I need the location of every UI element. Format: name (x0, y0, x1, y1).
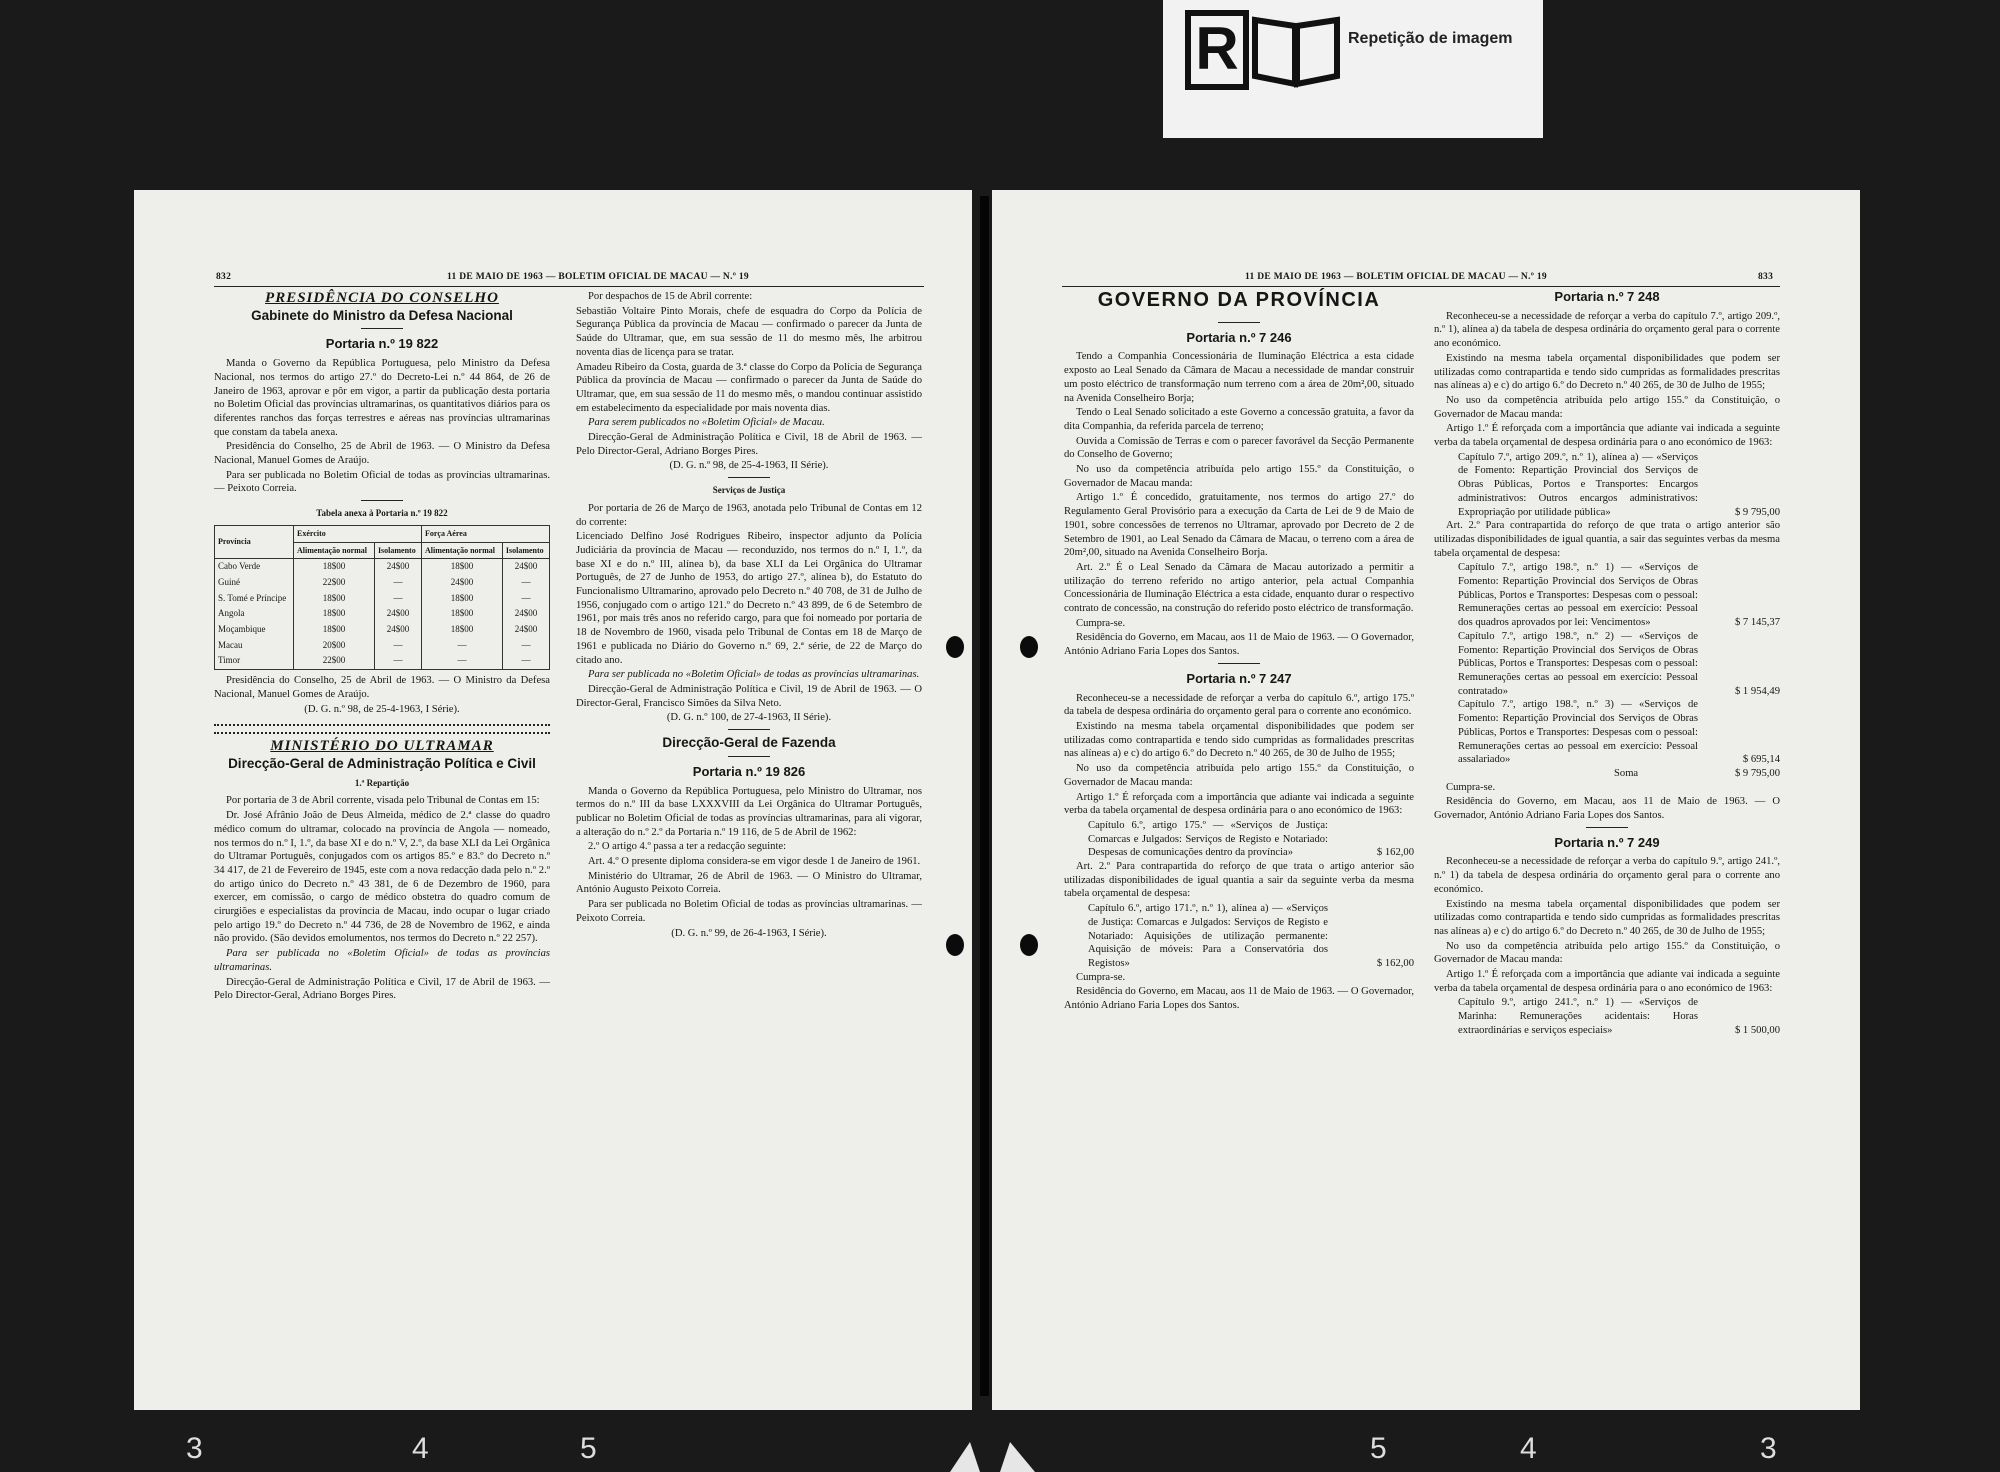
paragraph: Manda o Governo da República Portuguesa, pelo Ministro da Defesa Nacional, nos termos do artigo 27.º do Decreto-Lei n.º 44 864, de 26 de Janeiro de 1963, aprovar e pôr em vigor, a partir da publicação desta portaria no Boletim Oficial das províncias ultramarinas, os quantitativos diários para os diferentes ranchos das forças terrestres e aéreas nas províncias ultramarinas que constam da tabela anexa. (214, 358, 550, 438)
film-mark: 4 (1520, 1432, 1537, 1465)
paragraph: Direcção-Geral de Administração Política e Civil, 18 de Abril de 1963. — Pelo Director-Geral, Adriano Borges Pires. (576, 432, 922, 457)
paragraph: Direcção-Geral de Administração Política e Civil, 19 de Abril de 1963. — O Director-Geral, Francisco Simões da Silva Neto. (576, 683, 922, 709)
paragraph: Artigo 1.º É reforçada com a importância que adiante vai indicada a seguinte verba da tabela orçamental de despesa ordinária para o ano económico de 1963: (1434, 969, 1780, 994)
left-col-1 (214, 290, 550, 1004)
left-page-number: 832 (216, 272, 232, 282)
paragraph: Licenciado Delfino José Rodrigues Ribeiro, inspector adjunto da Polícia Judiciária da província de Macau — reconduzido, nos termos do n.º I, 1.º, da base XI e do n.º III, alínea b), da base XLI da Lei Orgânica do Ultramar Português, de 27 de Junho de 1953, do artigo 27.º, alínea b), do Estatuto do Funcionalismo Ultramarino, aprovado pelo Decreto n.º 40 708, de 31 de Julho de 1956, conjugado com o artigo 121.º do Decreto n.º 43 899, de 6 de Setembro de 1961, por mais três anos no referido cargo, para que foi nomeado por portaria de 18 de Novembro de 1960, visada pelo Tribunal de Contas em 18 de Março de 1961 e publicada no Diário do Governo n.º 69, 2.ª série, de 22 de Março do citado ano. (576, 531, 922, 666)
portaria-title: Portaria n.º 7 247 (1186, 670, 1292, 686)
section-title: PRESIDÊNCIA DO CONSELHO (265, 290, 499, 306)
left-header-text: 11 DE MAIO DE 1963 — BOLETIM OFICIAL DE MACAU — N.º 19 (447, 272, 749, 282)
paragraph: Residência do Governo, em Macau, aos 11 de Maio de 1963. — O Governador, António Adriano Faria Lopes dos Santos. (1064, 632, 1414, 658)
paragraph: Artigo 1.º É reforçada com a importância que adiante vai indicada a seguinte verba da tabela orçamental de despesa ordinária para o ano económico de 1963: (1064, 791, 1414, 817)
paragraph: Ouvida a Comissão de Terras e com o parecer favorável da Secção Permanente do Conselho de Governo; (1064, 435, 1414, 461)
table-row: Guiné 22$00 — 24$00 — (215, 575, 550, 591)
film-mark: 4 (412, 1432, 429, 1465)
punch-hole (946, 636, 964, 658)
th-provincia: Província (215, 525, 294, 558)
film-mark: 5 (1370, 1432, 1387, 1465)
card-label: Repetição de imagem (1348, 30, 1513, 47)
right-page (992, 190, 1860, 1410)
subsection-title: Direcção-Geral de Administração Política e Civil (228, 755, 536, 771)
budget-line: Capítulo 7.º, artigo 209.º, n.º 1), alínea a) — «Serviços de Fomento: Repartição Provincial dos Serviços de Obras Públicas, Portos e Transportes: Encargos administrativos: Outros encargos administrativos: Expropriação por utilidade pública» $ 9 795,00 (1458, 451, 1780, 518)
paragraph: Manda o Governo da República Portuguesa, pelo Ministro do Ultramar, nos termos do n.º III da base LXXXVIII da Lei Orgânica do Ultramar Português, publicar no Boletim Oficial de todas as províncias ultramarinas, para ali vigorar, a alteração do n.º 2.º da Portaria n.º 19 116, de 5 de Abril de 1962: (576, 785, 922, 838)
th-alimentacao: Alimentação normal (294, 542, 375, 559)
th-alimentacao: Alimentação normal (421, 542, 502, 559)
table-row: Angola 18$00 24$00 18$00 24$00 (215, 606, 550, 622)
table-row: S. Tomé e Príncipe 18$00 — 18$00 — (215, 591, 550, 607)
repartition-title: 1.ª Repartição (354, 777, 410, 788)
card-letter: R (1185, 10, 1249, 90)
open-book-icon (1251, 10, 1341, 90)
paragraph: Residência do Governo, em Macau, aos 11 de Maio de 1963. — O Governador, António Adriano Faria Lopes dos Santos. (1434, 796, 1780, 822)
table-row: Cabo Verde 18$00 24$00 18$00 24$00 (215, 559, 550, 575)
left-page (134, 190, 972, 1410)
paragraph: Cumpra-se. (1076, 971, 1126, 983)
paragraph: Ministério do Ultramar, 26 de Abril de 1963. — O Ministro do Ultramar, António Augusto Peixoto Correia. (576, 870, 922, 896)
paragraph: Por despachos de 15 de Abril corrente: (588, 291, 753, 302)
subsection-title: Gabinete do Ministro da Defesa Nacional (251, 307, 513, 323)
paragraph: Reconheceu-se a necessidade de reforçar a verba do capítulo 7.º, artigo 209.º, n.º 1), alínea a) da tabela de despesa ordinária do orçamento geral para o corrente ano económico. (1434, 310, 1780, 350)
right-col-1 (1064, 290, 1414, 1014)
paragraph: Existindo na mesma tabela orçamental disponibilidades que podem ser utilizadas como contrapartida e tendo sido cumpridas as formalidades prescritas nas alíneas a) e c) do artigo 6.º do Decreto n.º 40 265, de 30 de Julho de 1955; (1434, 898, 1780, 937)
paragraph: No uso da competência atribuída pelo artigo 155.º da Constituição, o Governador de Macau manda: (1434, 940, 1780, 966)
right-page-number: 833 (1758, 272, 1774, 282)
film-marks (0, 1434, 2000, 1472)
reference: (D. G. n.º 98, de 25-4-1963, I Série). (304, 703, 460, 715)
paragraph: Tendo o Leal Senado solicitado a este Governo a concessão gratuita, a favor da dita Companhia, da referida parcela de terreno; (1064, 407, 1414, 432)
paragraph: Para ser publicada no «Boletim Oficial» de todas as províncias ultramarinas. (214, 948, 550, 973)
punch-hole (1020, 934, 1038, 956)
budget-line: Capítulo 7.º, artigo 198.º, n.º 3) — «Serviços de Fomento: Repartição Provincial dos Serviços de Obras Públicas, Portos e Transportes: Despesas com o pessoal: Remunerações certas ao pessoal em exercício: Pessoal assalariado» $ 695,14 (1458, 699, 1780, 766)
portaria-title: Portaria n.º 19 822 (325, 336, 439, 352)
portaria-title: Portaria n.º 7 248 (1554, 289, 1660, 304)
paragraph: Cumpra-se. (1446, 781, 1496, 793)
paragraph: Art. 4.º O presente diploma considera-se em vigor desde 1 de Janeiro de 1961. (588, 856, 921, 868)
section-title: GOVERNO DA PROVÍNCIA (1097, 289, 1381, 311)
portaria-title: Portaria n.º 19 826 (692, 763, 806, 779)
film-mark: 5 (580, 1432, 597, 1465)
paragraph: Art. 2.º É o Leal Senado da Câmara de Macau autorizado a permitir a utilização do terreno referido no artigo anterior, pela actual Companhia Concessionária de Iluminação Eléctrica a esta cidade, enquanto durar o respectivo contrato de concessão, na construção do referido posto eléctrico de transformação. (1064, 561, 1414, 615)
paragraph: Tendo a Companhia Concessionária de Iluminação Eléctrica a esta cidade exposto ao Leal Senado da Câmara de Macau a necessidade de mandar construir um posto eléctrico de transformação num terreno com a área de 20m²,00, situado na Avenida Conselheiro Borja; (1064, 351, 1414, 404)
paragraph: Artigo 1.º É reforçada com a importância que adiante vai indicada a seguinte verba da tabela orçamental de despesa ordinária para o ano económico de 1963: (1434, 423, 1780, 449)
paragraph: Existindo na mesma tabela orçamental disponibilidades que podem ser utilizadas como contrapartida e tendo sido cumpridas as formalidades prescritas nas alíneas a) e c) do artigo 6.º do Decreto n.º 40 265, de 30 de Julho de 1955; (1434, 352, 1780, 392)
paragraph: No uso da competência atribuída pelo artigo 155.º da Constituição, o Governador de Macau manda: (1064, 763, 1414, 788)
right-col-2 (1434, 290, 1780, 1038)
paragraph: Amadeu Ribeiro da Costa, guarda de 3.ª classe do Corpo da Polícia de Segurança Pública da província de Macau — confirmado o parecer da Junta de Saúde do Ultramar, que, em sua sessão de 11 do mesmo mês, o mandou continuar assistido em estabelecimento da especialidade por mais noventa dias. (576, 361, 922, 414)
paragraph: Reconheceu-se a necessidade de reforçar a verba do capítulo 9.º, artigo 241.º, n.º 1) da tabela de despesa ordinária do orçamento geral para o corrente ano económico. (1434, 856, 1780, 895)
paragraph: Existindo na mesma tabela orçamental disponibilidades que podem ser utilizadas como contrapartida e tendo sido cumpridas as formalidades prescritas nas alíneas a) e c) do artigo 6.º do Decreto n.º 40 265, de 30 de Julho de 1955; (1064, 720, 1414, 760)
reference: (D. G. n.º 100, de 27-4-1963, II Série). (666, 712, 832, 724)
paragraph: Art. 2.º Para contrapartida do reforço de que trata o artigo anterior são utilizadas disponibilidades de igual quantia a sair da seguinte verba da mesma tabela orçamental de despesa: (1064, 861, 1414, 900)
paragraph: 2.º O artigo 4.º passa a ter a redacção seguinte: (588, 841, 787, 853)
binding-spine (980, 196, 989, 1396)
th-forca-aerea: Força Aérea (421, 525, 549, 542)
left-col-2 (576, 290, 922, 941)
paragraph: Cumpra-se. (1076, 617, 1126, 629)
paragraph: Para ser publicada no Boletim Oficial de todas as províncias ultramarinas. — Peixoto Correia. (576, 899, 922, 924)
subsection-title: Direcção-Geral de Fazenda (662, 735, 836, 751)
right-header-text: 11 DE MAIO DE 1963 — BOLETIM OFICIAL DE MACAU — N.º 19 (1245, 272, 1547, 282)
film-mark: 3 (186, 1432, 203, 1465)
ration-table (214, 525, 550, 670)
paragraph: Direcção-Geral de Administração Política e Civil, 17 de Abril de 1963. — Pelo Director-Geral, Adriano Borges Pires. (214, 976, 550, 1002)
th-exercito: Exército (294, 525, 422, 542)
microfilm-card (1163, 0, 1543, 138)
reference: (D. G. n.º 98, de 25-4-1963, II Série). (669, 460, 829, 472)
paragraph: Presidência do Conselho, 25 de Abril de 1963. — O Ministro da Defesa Nacional, Manuel Gomes de Araújo. (214, 441, 550, 467)
film-center-marker-icon (940, 1438, 1050, 1472)
table-title: Tabela anexa à Portaria n.º 19 822 (316, 508, 448, 519)
budget-line: Capítulo 6.º, artigo 171.º, n.º 1), alínea a) — «Serviços de Justiça: Comarcas e Julgados: Serviços de Registo e Notariado: Aquisições de utilização permanente: Aquisição de móveis: Para a Conservatória dos Registos» $ 162,00 (1088, 903, 1414, 969)
punch-hole (1020, 636, 1038, 658)
paragraph: Presidência do Conselho, 25 de Abril de 1963. — O Ministro da Defesa Nacional, Manuel Gomes de Araújo. (214, 675, 550, 700)
subsection-title: Serviços de Justiça (712, 485, 786, 496)
budget-line: Capítulo 7.º, artigo 198.º, n.º 1) — «Serviços de Fomento: Repartição Provincial dos Serviços de Obras Públicas, Portos e Transportes: Despesas com o pessoal: Remunerações certas ao pessoal em exercício: Pessoal dos quadros aprovados por lei: Vencimentos» $ 7 145,37 (1458, 562, 1780, 629)
paragraph: Art. 2.º Para contrapartida do reforço de que trata o artigo anterior são utilizadas disponibilidades de igual quantia, a sair das seguintes verbas da mesma tabela orçamental de despesa: (1434, 520, 1780, 559)
portaria-title: Portaria n.º 7 249 (1554, 834, 1660, 850)
reference: (D. G. n.º 99, de 26-4-1963, I Série). (671, 927, 827, 939)
table-row: Moçambique 18$00 24$00 18$00 24$00 (215, 622, 550, 638)
portaria-title: Portaria n.º 7 246 (1186, 329, 1292, 345)
table-row: Macau 20$00 — — — (215, 638, 550, 654)
budget-line: Capítulo 7.º, artigo 198.º, n.º 2) — «Serviços de Fomento: Repartição Provincial dos Serviços de Obras Públicas, Portos e Transportes: Despesas com o pessoal: Remunerações certas ao pessoal em exercício: Pessoal contratado» $ 1 954,49 (1458, 630, 1780, 697)
budget-line: Capítulo 6.º, artigo 175.º — «Serviços de Justiça: Comarcas e Julgados: Serviços de Registo e Notariado: Despesas de comunicações dentro da província» $ 162,00 (1088, 819, 1414, 859)
paragraph: Sebastião Voltaire Pinto Morais, chefe de esquadra do Corpo da Polícia de Segurança Pública da província de Macau — confirmado o parecer da Junta de Saúde do Ultramar, que, em sua sessão de 11 do mesmo mês, lhe arbitrou noventa dias de licença para se tratar. (576, 305, 922, 358)
budget-sum: Soma $ 9 795,00 (1614, 767, 1780, 779)
paragraph: Para serem publicados no «Boletim Oficial» de Macau. (588, 417, 825, 429)
th-isolamento: Isolamento (374, 542, 421, 559)
film-mark: 3 (1760, 1432, 1777, 1465)
punch-hole (946, 934, 964, 956)
paragraph: No uso da competência atribuída pelo artigo 155.º da Constituição, o Governador de Macau manda: (1434, 394, 1780, 420)
paragraph: Reconheceu-se a necessidade de reforçar a verba do capítulo 6.º, artigo 175.º da tabela de despesa ordinária do orçamento geral para o corrente ano económico. (1064, 692, 1414, 718)
paragraph: Por portaria de 26 de Março de 1963, anotada pelo Tribunal de Contas em 12 do corrente: (576, 502, 922, 528)
paragraph: Por portaria de 3 de Abril corrente, visada pelo Tribunal de Contas em 15: (226, 795, 540, 807)
paragraph: Para ser publicada no «Boletim Oficial» de todas as províncias ultramarinas. (588, 669, 920, 681)
paragraph: No uso da competência atribuída pelo artigo 155.º da Constituição, o Governador de Macau manda: (1064, 464, 1414, 489)
paragraph: Residência do Governo, em Macau, aos 11 de Maio de 1963. — O Governador, António Adriano Faria Lopes dos Santos. (1064, 986, 1414, 1012)
table-row: Timor 22$00 — — — (215, 653, 550, 669)
paragraph: Artigo 1.º É concedido, gratuitamente, nos termos do artigo 27.º do Regulamento Geral Provisório para a execução da Carta de Lei de 9 de Maio de 1901, sobre concessões de terrenos no Ultramar, aprovado por Decreto de 2 de Setembro de 1901, ao Leal Senado da Câmara de Macau, o terreno com a área de 20m²,00, situado na Avenida Conselheiro Borja. (1064, 492, 1414, 559)
paragraph: Para ser publicada no Boletim Oficial de todas as províncias ultramarinas. — Peixoto Correia. (214, 469, 550, 495)
paragraph: Dr. José Afrânio João de Deus Almeida, médico de 2.ª classe do quadro médico comum do ultramar, colocado na província de Angola — nomeado, nos termos do n.º I, 1.º, da base XI e do n.º V, 2.º, da base XLI da Lei Orgânica do Ultramar Português, conjugados com os artigos 85.º e 83.º do Decreto n.º 34 417, de 21 de Fevereiro de 1945, este com a nova redacção dada pelo n.º 2.º do artigo único do Decreto n.º 43 381, de 6 de Dezembro de 1960, para exercer, em comissão, o cargo de médico obstetra do quadro comum de cirurgiões e especialistas da província de Macau, indo ocupar o lugar criado pelo artigo 19.º do Decreto n.º 44 736, de 28 de Novembro de 1962, e ainda não provido. (São devidos emolumentos, nos termos do Decreto n.º 22 257). (214, 810, 550, 945)
section-title: MINISTÉRIO DO ULTRAMAR (270, 738, 494, 755)
budget-line: Capítulo 9.º, artigo 241.º, n.º 1) — «Serviços de Marinha: Remunerações acidentais: Horas extraordinárias e serviços especiais» $ 1 500,00 (1458, 997, 1780, 1036)
th-isolamento: Isolamento (502, 542, 549, 559)
